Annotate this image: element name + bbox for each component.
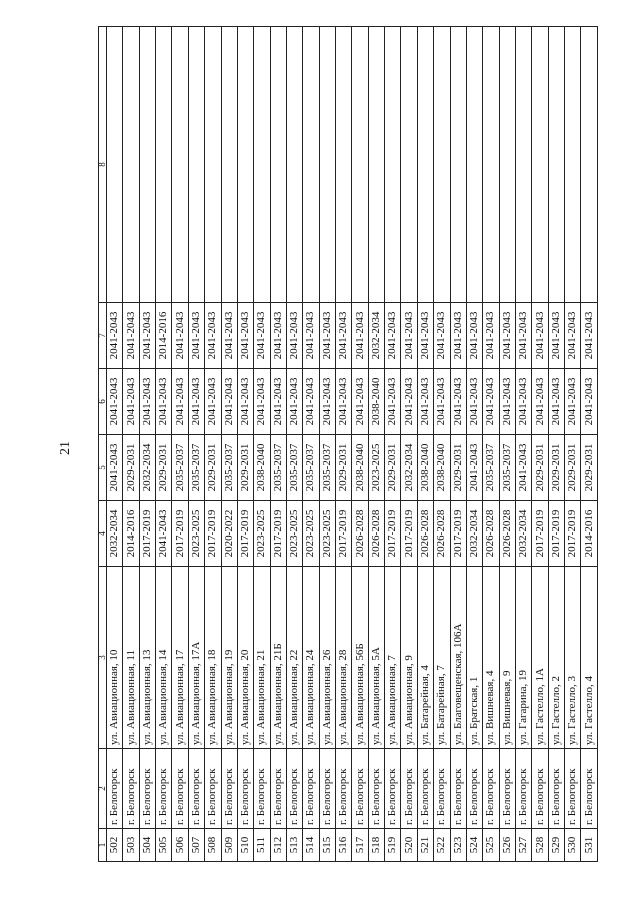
row-number-cell: 529 [548,829,564,862]
address-cell: ул. Авиационная, 7 [385,567,401,749]
table-row [483,27,499,862]
period-4-cell: 2017-2019 [385,501,401,567]
period-4-cell: 2026-2028 [483,501,499,567]
address-cell: ул. Благовещенская, 106А [450,567,466,749]
period-4-cell: 2014-2016 [581,501,598,567]
period-6-cell: 2041-2043 [221,369,237,435]
notes-cell [319,27,335,303]
city-cell: г. Белогорск [188,749,204,829]
city-cell: г. Белогорск [352,749,368,829]
period-7-cell: 2041-2043 [172,303,188,369]
period-7-cell: 2041-2043 [548,303,564,369]
address-cell: ул. Авиационная, 10 [107,567,123,749]
table-row [336,27,352,862]
period-5-cell: 2035-2037 [172,435,188,501]
period-7-cell: 2041-2043 [385,303,401,369]
period-6-cell: 2041-2043 [107,369,123,435]
row-number-cell: 520 [401,829,417,862]
address-cell: ул. Авиационная, 5А [368,567,384,749]
table-row [565,27,581,862]
address-cell: ул. Гагарина, 19 [515,567,531,749]
period-6-cell: 2041-2043 [172,369,188,435]
period-6-cell: 2041-2043 [565,369,581,435]
period-7-cell: 2041-2043 [352,303,368,369]
period-5-cell: 2038-2040 [254,435,270,501]
city-cell: г. Белогорск [417,749,433,829]
period-7-cell: 2041-2043 [532,303,548,369]
row-number-cell: 521 [417,829,433,862]
notes-cell [303,27,319,303]
period-7-cell: 2041-2043 [270,303,286,369]
table-row [548,27,564,862]
period-6-cell: 2041-2043 [417,369,433,435]
period-4-cell: 2032-2034 [515,501,531,567]
period-6-cell: 2041-2043 [336,369,352,435]
notes-cell [417,27,433,303]
row-number-cell: 527 [515,829,531,862]
row-number-cell: 523 [450,829,466,862]
city-cell: г. Белогорск [237,749,253,829]
city-cell: г. Белогорск [434,749,450,829]
period-5-cell: 2032-2034 [401,435,417,501]
notes-cell [286,27,302,303]
row-number-cell: 507 [188,829,204,862]
column-number: 2 [99,749,107,829]
table-row [417,27,433,862]
period-7-cell: 2041-2043 [515,303,531,369]
city-cell: г. Белогорск [270,749,286,829]
period-6-cell: 2041-2043 [515,369,531,435]
table-row [123,27,139,862]
table-row [466,27,482,862]
period-6-cell: 2041-2043 [303,369,319,435]
table-row [237,27,253,862]
period-6-cell: 2041-2043 [188,369,204,435]
city-cell: г. Белогорск [336,749,352,829]
row-number-cell: 511 [254,829,270,862]
period-7-cell: 2041-2043 [237,303,253,369]
period-7-cell: 2041-2043 [107,303,123,369]
period-6-cell: 2041-2043 [581,369,598,435]
notes-cell [254,27,270,303]
period-4-cell: 2017-2019 [336,501,352,567]
notes-cell [172,27,188,303]
period-5-cell: 2029-2031 [156,435,172,501]
city-cell: г. Белогорск [286,749,302,829]
address-cell: ул. Авиационная, 26 [319,567,335,749]
table-row [319,27,335,862]
column-number: 4 [99,501,107,567]
period-5-cell: 2029-2031 [450,435,466,501]
column-number: 6 [99,369,107,435]
period-6-cell: 2041-2043 [401,369,417,435]
address-cell: ул. Вишневая, 4 [483,567,499,749]
period-5-cell: 2038-2040 [434,435,450,501]
period-4-cell: 2026-2028 [352,501,368,567]
period-4-cell: 2023-2025 [319,501,335,567]
notes-cell [270,27,286,303]
period-6-cell: 2041-2043 [548,369,564,435]
table-row [581,27,598,862]
address-cell: ул. Авиационная, 11 [123,567,139,749]
period-5-cell: 2041-2043 [515,435,531,501]
period-6-cell: 2041-2043 [385,369,401,435]
notes-cell [205,27,221,303]
city-cell: г. Белогорск [581,749,598,829]
row-number-cell: 506 [172,829,188,862]
data-table [98,26,598,862]
table-row [303,27,319,862]
address-cell: ул. Братская, 1 [466,567,482,749]
period-5-cell: 2029-2031 [548,435,564,501]
period-6-cell: 2041-2043 [450,369,466,435]
notes-cell [450,27,466,303]
period-5-cell: 2029-2031 [123,435,139,501]
table-row [286,27,302,862]
column-number: 1 [99,829,107,862]
address-cell: ул. Авиационная, 20 [237,567,253,749]
city-cell: г. Белогорск [499,749,515,829]
period-7-cell: 2041-2043 [139,303,155,369]
period-6-cell: 2041-2043 [434,369,450,435]
notes-cell [368,27,384,303]
period-7-cell: 2041-2043 [581,303,598,369]
row-number-cell: 526 [499,829,515,862]
address-cell: ул. Авиационная, 21 [254,567,270,749]
city-cell: г. Белогорск [254,749,270,829]
table-row [401,27,417,862]
period-7-cell: 2041-2043 [221,303,237,369]
period-4-cell: 2023-2025 [254,501,270,567]
city-cell: г. Белогорск [466,749,482,829]
notes-cell [499,27,515,303]
period-4-cell: 2026-2028 [499,501,515,567]
period-5-cell: 2038-2040 [417,435,433,501]
row-number-cell: 516 [336,829,352,862]
period-6-cell: 2041-2043 [237,369,253,435]
period-6-cell: 2041-2043 [123,369,139,435]
page-number: 21 [58,441,73,455]
address-cell: ул. Авиационная, 17 [172,567,188,749]
period-6-cell: 2041-2043 [319,369,335,435]
city-cell: г. Белогорск [319,749,335,829]
table-row [107,27,123,862]
period-7-cell: 2041-2043 [565,303,581,369]
period-4-cell: 2017-2019 [205,501,221,567]
city-cell: г. Белогорск [172,749,188,829]
table-row [172,27,188,862]
column-number: 7 [99,303,107,369]
period-4-cell: 2017-2019 [401,501,417,567]
period-4-cell: 2017-2019 [548,501,564,567]
column-number: 3 [99,567,107,749]
period-5-cell: 2029-2031 [237,435,253,501]
address-cell: ул. Авиационная, 13 [139,567,155,749]
period-4-cell: 2017-2019 [450,501,466,567]
city-cell: г. Белогорск [548,749,564,829]
period-7-cell: 2041-2043 [336,303,352,369]
table-row [270,27,286,862]
table-row [532,27,548,862]
address-cell: ул. Авиационная, 56Б [352,567,368,749]
city-cell: г. Белогорск [156,749,172,829]
period-5-cell: 2035-2037 [483,435,499,501]
period-7-cell: 2041-2043 [319,303,335,369]
notes-cell [466,27,482,303]
notes-cell [401,27,417,303]
address-cell: ул. Батарейная, 7 [434,567,450,749]
city-cell: г. Белогорск [483,749,499,829]
table-row [385,27,401,862]
period-4-cell: 2017-2019 [270,501,286,567]
period-5-cell: 2029-2031 [336,435,352,501]
period-7-cell: 2041-2043 [483,303,499,369]
notes-cell [237,27,253,303]
period-4-cell: 2014-2016 [123,501,139,567]
city-cell: г. Белогорск [532,749,548,829]
row-number-cell: 513 [286,829,302,862]
row-number-cell: 522 [434,829,450,862]
row-number-cell: 515 [319,829,335,862]
notes-cell [515,27,531,303]
period-4-cell: 2020-2022 [221,501,237,567]
period-5-cell: 2032-2034 [139,435,155,501]
notes-cell [156,27,172,303]
city-cell: г. Белогорск [385,749,401,829]
notes-cell [548,27,564,303]
city-cell: г. Белогорск [515,749,531,829]
notes-cell [532,27,548,303]
period-5-cell: 2035-2037 [499,435,515,501]
row-number-cell: 531 [581,829,598,862]
address-cell: ул. Батарейная, 4 [417,567,433,749]
city-cell: г. Белогорск [368,749,384,829]
notes-cell [123,27,139,303]
table-row [188,27,204,862]
table-row [450,27,466,862]
period-5-cell: 2029-2031 [205,435,221,501]
row-number-cell: 528 [532,829,548,862]
period-6-cell: 2041-2043 [352,369,368,435]
period-6-cell: 2038-2040 [368,369,384,435]
period-7-cell: 2041-2043 [450,303,466,369]
period-7-cell: 2041-2043 [401,303,417,369]
table-row [221,27,237,862]
city-cell: г. Белогорск [221,749,237,829]
period-6-cell: 2041-2043 [205,369,221,435]
row-number-cell: 530 [565,829,581,862]
period-5-cell: 2029-2031 [565,435,581,501]
period-6-cell: 2041-2043 [286,369,302,435]
period-6-cell: 2041-2043 [139,369,155,435]
period-7-cell: 2041-2043 [499,303,515,369]
notes-cell [581,27,598,303]
table-row [499,27,515,862]
period-6-cell: 2041-2043 [466,369,482,435]
period-4-cell: 2017-2019 [139,501,155,567]
period-4-cell: 2023-2025 [188,501,204,567]
row-number-cell: 509 [221,829,237,862]
notes-cell [188,27,204,303]
address-cell: ул. Авиационная, 14 [156,567,172,749]
period-4-cell: 2041-2043 [156,501,172,567]
period-4-cell: 2026-2028 [417,501,433,567]
period-4-cell: 2026-2028 [368,501,384,567]
period-5-cell: 2029-2031 [385,435,401,501]
table-row [515,27,531,862]
city-cell: г. Белогорск [107,749,123,829]
period-4-cell: 2032-2034 [107,501,123,567]
period-4-cell: 2017-2019 [532,501,548,567]
city-cell: г. Белогорск [139,749,155,829]
table-row [434,27,450,862]
period-7-cell: 2041-2043 [286,303,302,369]
address-cell: ул. Гастелло, 1А [532,567,548,749]
city-cell: г. Белогорск [401,749,417,829]
row-number-cell: 519 [385,829,401,862]
notes-cell [107,27,123,303]
notes-cell [139,27,155,303]
period-5-cell: 2035-2037 [303,435,319,501]
address-cell: ул. Гастелло, 4 [581,567,598,749]
period-7-cell: 2041-2043 [434,303,450,369]
period-4-cell: 2023-2025 [286,501,302,567]
period-7-cell: 2041-2043 [303,303,319,369]
notes-cell [352,27,368,303]
table-row [205,27,221,862]
period-5-cell: 2041-2043 [466,435,482,501]
period-5-cell: 2035-2037 [188,435,204,501]
notes-cell [336,27,352,303]
period-5-cell: 2035-2037 [221,435,237,501]
table-row [254,27,270,862]
period-5-cell: 2041-2043 [107,435,123,501]
period-6-cell: 2041-2043 [499,369,515,435]
city-cell: г. Белогорск [205,749,221,829]
period-6-cell: 2041-2043 [532,369,548,435]
period-5-cell: 2029-2031 [532,435,548,501]
period-7-cell: 2032-2034 [368,303,384,369]
period-7-cell: 2014-2016 [156,303,172,369]
period-7-cell: 2041-2043 [205,303,221,369]
notes-cell [483,27,499,303]
notes-cell [221,27,237,303]
row-number-cell: 504 [139,829,155,862]
notes-cell [434,27,450,303]
address-cell: ул. Авиационная, 21Б [270,567,286,749]
period-7-cell: 2041-2043 [254,303,270,369]
address-cell: ул. Авиационная, 18 [205,567,221,749]
row-number-cell: 517 [352,829,368,862]
column-number: 5 [99,435,107,501]
period-5-cell: 2038-2040 [352,435,368,501]
address-cell: ул. Авиационная, 19 [221,567,237,749]
period-4-cell: 2023-2025 [303,501,319,567]
row-number-cell: 508 [205,829,221,862]
period-5-cell: 2035-2037 [270,435,286,501]
address-cell: ул. Авиационная, 28 [336,567,352,749]
period-6-cell: 2041-2043 [270,369,286,435]
period-7-cell: 2041-2043 [417,303,433,369]
period-4-cell: 2017-2019 [172,501,188,567]
period-5-cell: 2035-2037 [286,435,302,501]
column-number: 8 [99,27,107,303]
rotated-table-container [98,27,598,862]
period-4-cell: 2017-2019 [565,501,581,567]
row-number-cell: 525 [483,829,499,862]
period-7-cell: 2041-2043 [188,303,204,369]
address-cell: ул. Вишневая, 9 [499,567,515,749]
row-number-cell: 503 [123,829,139,862]
table-row [139,27,155,862]
address-cell: ул. Гастелло, 2 [548,567,564,749]
row-number-cell: 514 [303,829,319,862]
row-number-cell: 502 [107,829,123,862]
notes-cell [385,27,401,303]
period-6-cell: 2041-2043 [254,369,270,435]
city-cell: г. Белогорск [450,749,466,829]
period-4-cell: 2032-2034 [466,501,482,567]
period-7-cell: 2041-2043 [123,303,139,369]
row-number-cell: 510 [237,829,253,862]
table-row [156,27,172,862]
column-number-row [99,27,107,862]
period-7-cell: 2041-2043 [466,303,482,369]
address-cell: ул. Авиационная, 9 [401,567,417,749]
period-6-cell: 2041-2043 [483,369,499,435]
period-4-cell: 2026-2028 [434,501,450,567]
row-number-cell: 518 [368,829,384,862]
period-4-cell: 2017-2019 [237,501,253,567]
table-row [352,27,368,862]
period-6-cell: 2041-2043 [156,369,172,435]
period-5-cell: 2029-2031 [581,435,598,501]
address-cell: ул. Гастелло, 3 [565,567,581,749]
city-cell: г. Белогорск [565,749,581,829]
address-cell: ул. Авиационная, 22 [286,567,302,749]
period-5-cell: 2023-2025 [368,435,384,501]
period-5-cell: 2035-2037 [319,435,335,501]
row-number-cell: 512 [270,829,286,862]
address-cell: ул. Авиационная, 17А [188,567,204,749]
row-number-cell: 524 [466,829,482,862]
address-cell: ул. Авиационная, 24 [303,567,319,749]
city-cell: г. Белогорск [303,749,319,829]
table-row [368,27,384,862]
notes-cell [565,27,581,303]
row-number-cell: 505 [156,829,172,862]
city-cell: г. Белогорск [123,749,139,829]
